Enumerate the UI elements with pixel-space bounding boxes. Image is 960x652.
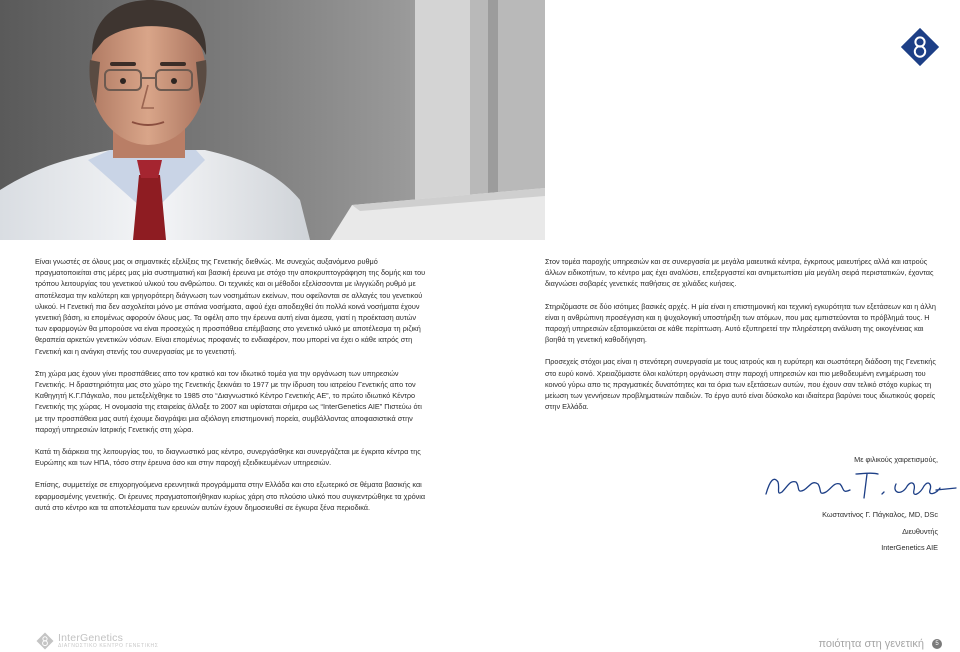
right-paragraph-2: Στηριζόμαστε σε δύο ισότιμες βασικές αρχές. Η μία είναι η επιστημονική και τεχνική εγκυρότητα των εξετάσεων και η άλλη είναι η ανθρώπινη προσέγγιση και η ψυχολογική υποστήριξη των ατόμων, που μας εμπιστεύονται το πρόβλημά τους. Η παροχή υπηρεσιών εξατομικεύεται σε κάθε περίπτωση. Αυτό εξυπηρετεί την πληρέστερη ανάλυση της οικογένειας και βοηθά τη γενετική καθοδήγηση. [545, 301, 936, 345]
closing-greeting: Με φιλικούς χαιρετισμούς, [854, 455, 938, 464]
signatory-name: Κωσταντίνος Γ. Πάγκαλος, MD, DSc [822, 510, 938, 519]
right-paragraph-3: Προσεχείς στόχοι μας είναι η στενότερη συνεργασία με τους ιατρούς και η ευρύτερη και σωστότερη διάδοση της Γενετικής στο ευρύ κοινό. Χρειαζόμαστε όλοι καλύτερη οργάνωση στην παροχή υπηρεσιών και πιο μεθοδευμένη ενημέρωση του κοινού γύρω απο τις πραγματικές δυνατότητες και τα όρια των εξετάσεων αυτών, που έχουν σαν τελικό στόχο κυρίως τη μείωση των γεννήσεων προβληματικών παιδιών. Το έργο αυτό είναι δύσκολο και ιδιαίτερα βαρύνει τους ιδιωτικούς φορείς στην Ελλάδα. [545, 357, 936, 412]
footer-tagline: ποιότητα στη γενετική [818, 638, 924, 650]
signatory-role: Διευθυντής [902, 527, 938, 536]
footer-brand-name: InterGenetics [58, 632, 124, 644]
left-paragraph-1: Είναι γνωστές σε όλους μας οι σημαντικές εξελίξεις της Γενετικής διεθνώς. Με συνεχώς αυξανόμενο ρυθμό πραγματοποιείται στις μέρες μας μία συστηματική και βασική έρευνα με στόχο την αποκρυπτογράφηση της δομής και του τρόπου λειτουργίας του γενετικού υλικού του ανθρώπου. Οι τεχνικές και οι μέθοδοι εξελίσσονται με ιλιγγιώδη ρυθμό με αποτέλεσμα την καλύτερη και γρηγορότερη διάγνωση των νοσημάτων εκείνων, που οφείλονται σε αλλαγές του γενετικού υλικού. Η Γενετική πια δεν ασχολείται μόνο με σπάνια νοσήματα, αφού έχει αποδειχθεί ότι πολλά κοινά νοσήματα έχουν γενετική βάση, κι επομένως αφορούν όλους μας. Τα οφέλη απο την έρευνα αυτή είναι άμεσα, γιατί η προέκταση αυτών των εφαρμογών θα μπορούσε να είναι προσεχώς η προσπάθεια επέμβασης στο γενετικό υλικό με αποτέλεσμα τη ριζική θεραπεία αρκετών γενετικών νόσων. Είναι επομένως προφανές το ενδιαφέρον, που μπορεί να έχει ο κάθε ιατρός στη Γενετική και η ανάγκη στενής του συνεργασίας με το γενετιστή. [35, 257, 426, 356]
footer-logo [36, 632, 206, 652]
signatory-organization: InterGenetics AIE [881, 543, 938, 552]
letter-left-column [35, 256, 430, 524]
intergenetics-logo-icon [901, 28, 939, 66]
left-paragraph-3: Κατά τη διάρκεια της λειτουργίας του, το διαγνωστικό μας κέντρο, συνεργάσθηκε και συνεργάζεται με έγκριτα κέντρα της Ευρώπης και των ΗΠΑ, τόσο στην έρευνα όσο και στην παροχή εξειδικευμένων υπηρεσιών. [35, 447, 421, 468]
footer-right [818, 638, 942, 650]
right-paragraph-1: Στον τομέα παροχής υπηρεσιών και σε συνεργασία με μεγάλα μαιευτικά κέντρα, έγκριτους μαιευτήρες αλλά και ιατρούς άλλων ειδικοτήτων, το κέντρο μας έχει αναλύσει, επεξεργαστεί και αντιμετωπίσει μία μεγάλη σειρά περιστατικών, έχοντας διαγνώσει σοβαρές γενετικές παθήσεις σε χιλιάδες κυήσεις. [545, 257, 934, 289]
footer-brand-tagline: ΔΙΑΓΝΩΣΤΙΚΟ ΚΕΝΤΡΟ ΓΕΝΕΤΙΚΗΣ [58, 643, 159, 649]
footer-logo-icon [36, 632, 54, 650]
director-photo [0, 0, 545, 240]
letter-right-column [545, 256, 937, 423]
left-paragraph-4: Επίσης, συμμετείχε σε επιχορηγούμενα ερευνητικά προγράμματα στην Ελλάδα και στο εξωτερικό σε θέματα βασικής και εφαρμοσμένης γενετικής. Οι έρευνες πραγματοποιήθηκαν κυρίως χάρη στο πλούσιο υλικό που συγκεντρώθηκε τα χρόνια αυτά στο κέντρο και τα αποτελέσματα των ερευνών αυτών έχουν δημοσιευθεί σε έγκυρα ξένα περιοδικά. [35, 480, 426, 512]
handwritten-signature [760, 466, 958, 508]
director-photo-illustration [0, 0, 545, 240]
page-number: 5 [932, 639, 942, 649]
left-paragraph-2: Στη χώρα μας έχουν γίνει προσπάθειες απο τον κρατικό και τον ιδιωτικό τομέα για την οργάνωση των υπηρεσιών Γενετικής. Η δραστηριότητα μας στο χώρο της Γενετικής ξεκινάει το 1977 με την ίδρυση του ιατρείου Γενετικής απο τον Καθηγητή Κ.Γ.Πάγκαλο, που μετεξελίχθηκε το 1985 στο “Διαγνωστικό Κέντρο Γενετικής ΑΕ”, το πρώτο ιδιωτικό Κέντρο Γενετικής της χώρας. Η ονομασία της εταιρείας άλλαξε το 2007 και υφίσταται σήμερα ως “InterGenetics AIE” Πιστεύω ότι με την προσπάθεια μας αυτή έχουμε διαγράψει μια αξιόλογη επιστημονική πορεία, συμβάλλοντας αποφασιστικά στην παροχή υπηρεσιών Ιατρικής Γενετικής στη χώρα. [35, 368, 422, 434]
